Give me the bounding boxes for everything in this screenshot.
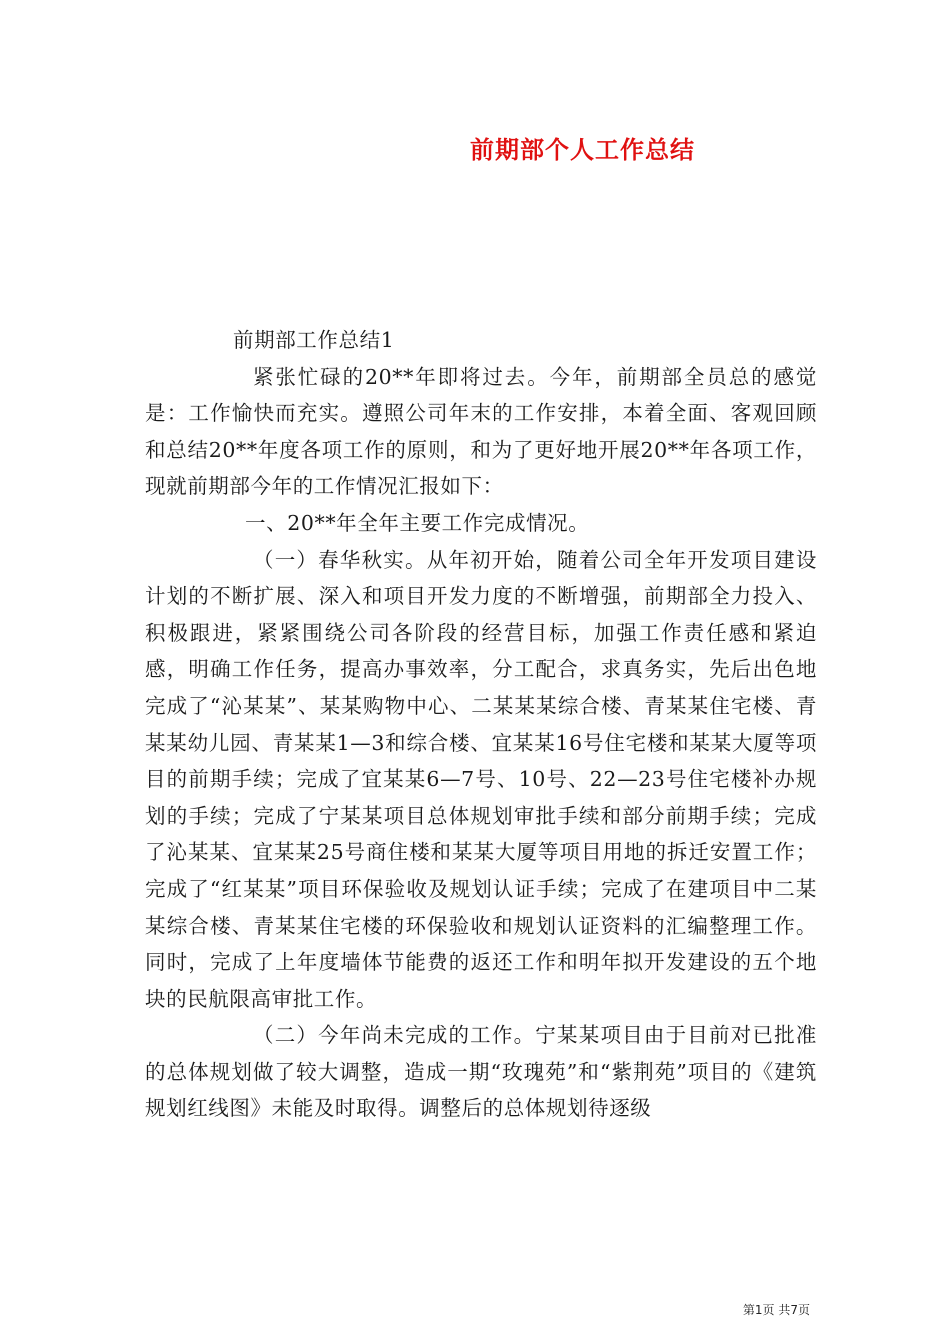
document-body xyxy=(145,322,817,1127)
paragraph-intro: 紧张忙碌的20**年即将过去。今年，前期部全员总的感觉是：工作愉快而充实。遵照公司年末的工作安排，本着全面、客观回顾和总结20**年度各项工作的原则，和为了更好地开展20**年各项工作，现就前期部今年的工作情况汇报如下： xyxy=(145,364,817,499)
document-title: 前期部个人工作总结 xyxy=(470,136,695,164)
paragraph-completed-work: （一）春华秋实。从年初开始，随着公司全年开发项目建设计划的不断扩展、深入和项目开发力度的不断增强，前期部全力投入、积极跟进，紧紧围绕公司各阶段的经营目标，加强工作责任感和紧迫感，明确工作任务，提高办事效率，分工配合，求真务实，先后出色地完成了“沁某某”、某某购物中心、二某某某综合楼、青某某住宅楼、青某某幼儿园、青某某1—3和综合楼、宜某某16号住宅楼和某某大厦等项目的前期手续；完成了宜某某6—7号、10号、22—23号住宅楼补办规划的手续；完成了宁某某项目总体规划审批手续和部分前期手续；完成了沁某某、宜某某25号商住楼和某某大厦等项目用地的拆迁安置工作；完成了“红某某”项目环保验收及规划认证手续；完成了在建项目中二某某综合楼、青某某住宅楼的环保验收和规划认证资料的汇编整理工作。同时，完成了上年度墙体节能费的返还工作和明年拟开发建设的五个地块的民航限高审批工作。 xyxy=(145,547,817,1011)
page-footer: 第1页 共7页 xyxy=(742,1303,810,1317)
section-heading-1: 一、20**年全年主要工作完成情况。 xyxy=(245,510,590,535)
paragraph-uncompleted-work: （二）今年尚未完成的工作。宁某某项目由于目前对已批准的总体规划做了较大调整，造成一期“玫瑰苑”和“紫荆苑”项目的《建筑规划红线图》未能及时取得。调整后的总体规划待逐级 xyxy=(145,1023,817,1121)
section-subtitle: 前期部工作总结1 xyxy=(233,328,395,352)
